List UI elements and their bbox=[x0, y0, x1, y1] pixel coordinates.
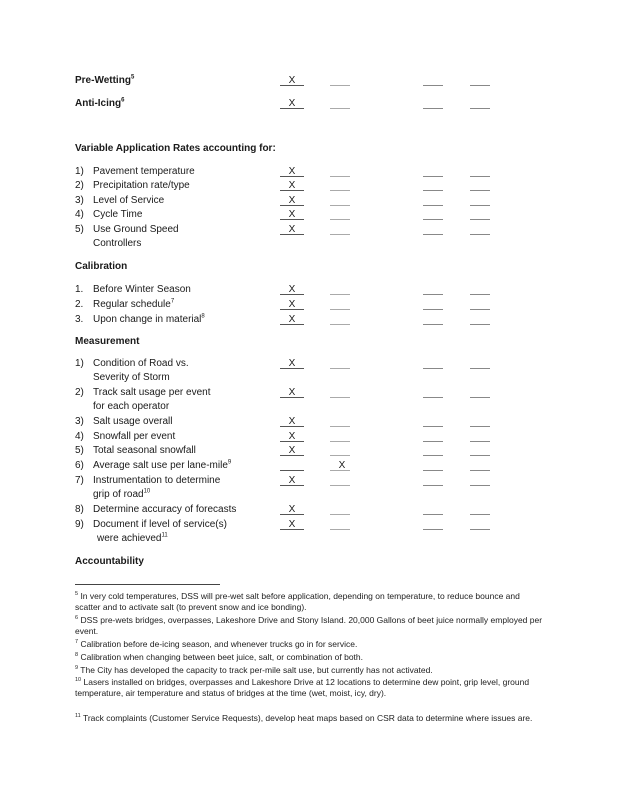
check-mark: X bbox=[288, 299, 296, 310]
check-mark: X bbox=[288, 166, 296, 177]
measurement-item: 6) Average salt use per lane-mile$^9$ X bbox=[75, 459, 495, 474]
pre-wetting-row bbox=[75, 74, 495, 89]
check-mark: X bbox=[338, 460, 346, 471]
measurement-item: 4) Snowfall per event X bbox=[75, 430, 495, 445]
anti-icing-label: Anti-Icing$^6$ bbox=[75, 97, 125, 109]
variable-item: 2) Precipitation rate/type X bbox=[75, 179, 495, 194]
check-mark: X bbox=[288, 475, 296, 486]
blank-column-3 bbox=[423, 85, 443, 86]
check-mark: X bbox=[288, 75, 296, 86]
check-mark: X bbox=[288, 224, 296, 235]
anti-icing-row bbox=[75, 97, 495, 112]
measurement-item: 9) Document if level of service(s) were achieved$^{11}$ X bbox=[75, 518, 495, 547]
calibration-item: 1. Before Winter Season X bbox=[75, 283, 495, 298]
variable-item: 5) Use Ground Speed Controllers X bbox=[75, 223, 495, 252]
blank-column-4 bbox=[470, 108, 490, 109]
check-mark: X bbox=[288, 284, 296, 295]
footnote: $^7$ Calibration before de-icing season, and whenever trucks go in for service. bbox=[75, 639, 358, 649]
measurement-item: 1) Condition of Road vs. Severity of Storm X bbox=[75, 357, 495, 386]
measurement-item: 8) Determine accuracy of forecasts X bbox=[75, 503, 495, 518]
check-mark: X bbox=[288, 445, 296, 456]
footnote: $^9$ The City has developed the capacity to track per-mile salt use, but currently has not activated. bbox=[75, 665, 433, 675]
blank-column-2 bbox=[330, 108, 350, 109]
footnote: $^{10}$ Lasers installed on bridges, overpasses and Lakeshore Drive at 12 locations to determine dew point, grip level, ground temperature, air temperature and status of bridges at the time (wet, moist, icy, dry). bbox=[75, 677, 530, 698]
measurement-item: 3) Salt usage overall X bbox=[75, 415, 495, 430]
variable-heading: Variable Application Rates accounting for: bbox=[75, 143, 276, 154]
check-mark: X bbox=[288, 358, 296, 369]
blank-column-4 bbox=[470, 85, 490, 86]
calibration-item: 3. Upon change in material$^8$ X bbox=[75, 313, 495, 328]
variable-item: 4) Cycle Time X bbox=[75, 208, 495, 223]
measurement-item: 2) Track salt usage per event for each operator X bbox=[75, 386, 495, 415]
variable-item: 3) Level of Service X bbox=[75, 194, 495, 209]
check-mark: X bbox=[288, 314, 296, 325]
blank-column-3 bbox=[423, 108, 443, 109]
check-mark: X bbox=[288, 504, 296, 515]
measurement-item: 5) Total seasonal snowfall X bbox=[75, 444, 495, 459]
footnote-divider bbox=[75, 584, 220, 585]
check-mark: X bbox=[288, 195, 296, 206]
check-mark: X bbox=[288, 416, 296, 427]
footnote: $^5$ In very cold temperatures, DSS will pre-wet salt before application, depending on temperature, to reduce bounce and scatter and to activate salt (to prevent snow and ice bonding). bbox=[75, 591, 520, 612]
footnote: $^8$ Calibration when changing between beet juice, salt, or combination of both. bbox=[75, 652, 364, 662]
calibration-heading: Calibration bbox=[75, 261, 128, 272]
check-mark: X bbox=[288, 387, 296, 398]
measurement-item: 7) Instrumentation to determine grip of road$^{10}$ X bbox=[75, 474, 495, 503]
measurement-heading: Measurement bbox=[75, 336, 140, 347]
check-mark: X bbox=[288, 209, 296, 220]
check-mark: X bbox=[288, 519, 296, 530]
variable-item: 1) Pavement temperature X bbox=[75, 165, 495, 180]
check-mark: X bbox=[288, 431, 296, 442]
check-mark: X bbox=[288, 98, 296, 109]
blank-column-2 bbox=[330, 85, 350, 86]
accountability-heading: Accountability bbox=[75, 556, 144, 567]
pre-wetting-label: Pre-Wetting$^5$ bbox=[75, 74, 135, 86]
check-mark: X bbox=[288, 180, 296, 191]
calibration-item: 2. Regular schedule$^7$ X bbox=[75, 298, 495, 313]
footnote: $^{11}$ Track complaints (Customer Service Requests), develop heat maps based on CSR data to determine where issues are. bbox=[75, 713, 533, 723]
footnote: $^6$ DSS pre-wets bridges, overpasses, Lakeshore Drive and Stony Island. 20,000 Gallons of beet juice normally employed per event. bbox=[75, 615, 543, 636]
